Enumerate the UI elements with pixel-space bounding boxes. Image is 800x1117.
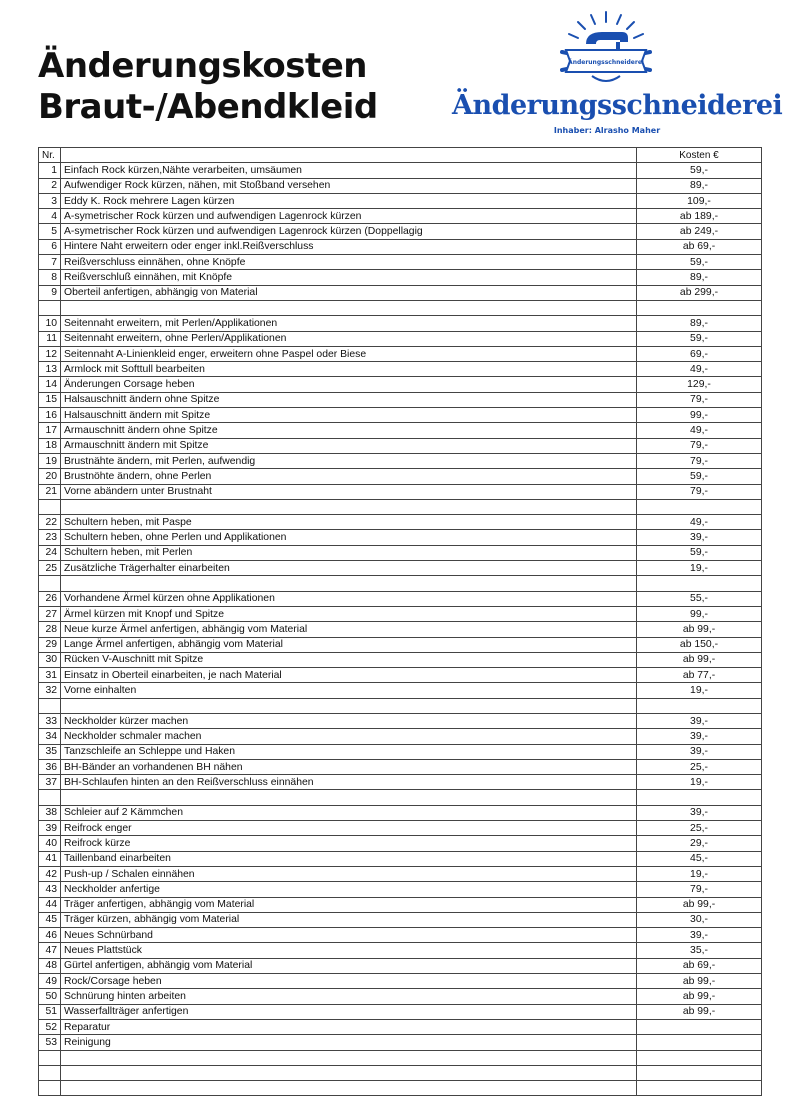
row-description: Schultern heben, mit Paspe bbox=[61, 515, 637, 530]
table-row bbox=[39, 882, 762, 897]
table-row bbox=[39, 255, 762, 270]
row-description: Halsauschnitt ändern ohne Spitze bbox=[61, 392, 637, 407]
row-number: 14 bbox=[39, 377, 61, 392]
table-row bbox=[39, 209, 762, 224]
row-number bbox=[39, 1065, 61, 1080]
row-cost: 19,- bbox=[637, 866, 762, 881]
row-description: Einfach Rock kürzen,Nähte verarbeiten, umsäumen bbox=[61, 163, 637, 178]
row-cost: 79,- bbox=[637, 392, 762, 407]
row-number bbox=[39, 300, 61, 315]
row-cost bbox=[637, 1050, 762, 1065]
row-description: BH-Schlaufen hinten an den Reißverschluss einnähen bbox=[61, 775, 637, 790]
row-description: Reifrock enger bbox=[61, 821, 637, 836]
row-cost: ab 99,- bbox=[637, 897, 762, 912]
row-number: 7 bbox=[39, 255, 61, 270]
row-number: 34 bbox=[39, 729, 61, 744]
table-row bbox=[39, 469, 762, 484]
title-line-1: Änderungskosten bbox=[38, 46, 367, 86]
row-cost: 99,- bbox=[637, 408, 762, 423]
row-cost: ab 99,- bbox=[637, 1004, 762, 1019]
table-row bbox=[39, 224, 762, 239]
row-cost: 59,- bbox=[637, 545, 762, 560]
table-row bbox=[39, 729, 762, 744]
row-number bbox=[39, 790, 61, 805]
row-description bbox=[61, 1050, 637, 1065]
row-description: Oberteil anfertigen, abhängig von Material bbox=[61, 285, 637, 300]
row-description: Seitennaht erweitern, ohne Perlen/Applikationen bbox=[61, 331, 637, 346]
table-row bbox=[39, 561, 762, 576]
header-cost: Kosten € bbox=[637, 148, 762, 163]
row-number: 49 bbox=[39, 974, 61, 989]
row-number: 36 bbox=[39, 759, 61, 774]
row-number: 11 bbox=[39, 331, 61, 346]
row-cost: 39,- bbox=[637, 713, 762, 728]
row-cost: 19,- bbox=[637, 683, 762, 698]
row-cost: 89,- bbox=[637, 316, 762, 331]
row-cost: 79,- bbox=[637, 882, 762, 897]
row-description bbox=[61, 790, 637, 805]
table-row bbox=[39, 683, 762, 698]
row-description: Armlock mit Softtull bearbeiten bbox=[61, 362, 637, 377]
row-number: 21 bbox=[39, 484, 61, 499]
row-cost: ab 249,- bbox=[637, 224, 762, 239]
row-cost: ab 69,- bbox=[637, 239, 762, 254]
row-number: 17 bbox=[39, 423, 61, 438]
table-row bbox=[39, 744, 762, 759]
row-description: Taillenband einarbeiten bbox=[61, 851, 637, 866]
row-number: 2 bbox=[39, 178, 61, 193]
row-number: 8 bbox=[39, 270, 61, 285]
row-cost: ab 99,- bbox=[637, 652, 762, 667]
row-number: 3 bbox=[39, 193, 61, 208]
row-description: Neckholder schmaler machen bbox=[61, 729, 637, 744]
table-row bbox=[39, 576, 762, 591]
row-description: A-symetrischer Rock kürzen und aufwendigen Lagenrock kürzen bbox=[61, 209, 637, 224]
row-description: Tanzschleife an Schleppe und Haken bbox=[61, 744, 637, 759]
row-cost bbox=[637, 576, 762, 591]
row-description: Seitennaht erweitern, mit Perlen/Applikationen bbox=[61, 316, 637, 331]
row-cost: 55,- bbox=[637, 591, 762, 606]
row-description: Schultern heben, ohne Perlen und Applikationen bbox=[61, 530, 637, 545]
row-cost: 69,- bbox=[637, 346, 762, 361]
row-number: 26 bbox=[39, 591, 61, 606]
table-row bbox=[39, 759, 762, 774]
row-description bbox=[61, 1081, 637, 1096]
table-row bbox=[39, 591, 762, 606]
row-cost: 30,- bbox=[637, 912, 762, 927]
row-cost bbox=[637, 1019, 762, 1034]
table-row bbox=[39, 958, 762, 973]
row-description: Schultern heben, mit Perlen bbox=[61, 545, 637, 560]
row-number bbox=[39, 698, 61, 713]
row-cost: ab 299,- bbox=[637, 285, 762, 300]
row-cost bbox=[637, 1081, 762, 1096]
table-row bbox=[39, 698, 762, 713]
row-number: 28 bbox=[39, 622, 61, 637]
row-description: Neues Schnürband bbox=[61, 928, 637, 943]
table-row bbox=[39, 499, 762, 514]
row-number: 16 bbox=[39, 408, 61, 423]
row-cost: 39,- bbox=[637, 805, 762, 820]
table-row bbox=[39, 836, 762, 851]
table-row bbox=[39, 1065, 762, 1080]
table-row bbox=[39, 331, 762, 346]
table-row bbox=[39, 775, 762, 790]
row-description: Schleier auf 2 Kämmchen bbox=[61, 805, 637, 820]
row-description: Neues Plattstück bbox=[61, 943, 637, 958]
row-cost: ab 99,- bbox=[637, 622, 762, 637]
row-cost: ab 77,- bbox=[637, 668, 762, 683]
row-description bbox=[61, 698, 637, 713]
row-description: Aufwendiger Rock kürzen, nähen, mit Stoßband versehen bbox=[61, 178, 637, 193]
row-description bbox=[61, 499, 637, 514]
row-description: Rock/Corsage heben bbox=[61, 974, 637, 989]
table-row bbox=[39, 300, 762, 315]
row-number: 38 bbox=[39, 805, 61, 820]
row-cost bbox=[637, 1065, 762, 1080]
row-cost: 39,- bbox=[637, 530, 762, 545]
row-cost: 25,- bbox=[637, 821, 762, 836]
row-description: Neckholder anfertige bbox=[61, 882, 637, 897]
table-row bbox=[39, 805, 762, 820]
row-cost: 109,- bbox=[637, 193, 762, 208]
row-description: Hintere Naht erweitern oder enger inkl.Reißverschluss bbox=[61, 239, 637, 254]
row-cost: 29,- bbox=[637, 836, 762, 851]
row-cost: 39,- bbox=[637, 729, 762, 744]
price-table bbox=[38, 147, 762, 1096]
row-cost: 25,- bbox=[637, 759, 762, 774]
row-cost: 129,- bbox=[637, 377, 762, 392]
table-row bbox=[39, 545, 762, 560]
table-row bbox=[39, 1019, 762, 1034]
table-row bbox=[39, 163, 762, 178]
row-description: Push-up / Schalen einnähen bbox=[61, 866, 637, 881]
table-row bbox=[39, 316, 762, 331]
row-number: 42 bbox=[39, 866, 61, 881]
table-row bbox=[39, 912, 762, 927]
row-cost: 59,- bbox=[637, 255, 762, 270]
row-number: 39 bbox=[39, 821, 61, 836]
row-cost: ab 189,- bbox=[637, 209, 762, 224]
row-description: Armauschnitt ändern mit Spitze bbox=[61, 438, 637, 453]
table-row bbox=[39, 821, 762, 836]
row-description: Brustnöhte ändern, ohne Perlen bbox=[61, 469, 637, 484]
row-description: Wasserfallträger anfertigen bbox=[61, 1004, 637, 1019]
brand-name: Änderungsschneiderei bbox=[452, 90, 783, 121]
row-cost: 59,- bbox=[637, 469, 762, 484]
row-number: 47 bbox=[39, 943, 61, 958]
table-row bbox=[39, 897, 762, 912]
row-number: 29 bbox=[39, 637, 61, 652]
row-description: Neckholder kürzer machen bbox=[61, 713, 637, 728]
row-cost: 49,- bbox=[637, 423, 762, 438]
row-description: Armauschnitt ändern ohne Spitze bbox=[61, 423, 637, 438]
table-row bbox=[39, 713, 762, 728]
table-row bbox=[39, 1050, 762, 1065]
row-cost: 59,- bbox=[637, 163, 762, 178]
table-row bbox=[39, 928, 762, 943]
row-cost: ab 99,- bbox=[637, 974, 762, 989]
row-description bbox=[61, 1065, 637, 1080]
table-row bbox=[39, 484, 762, 499]
table-row bbox=[39, 270, 762, 285]
row-cost: 35,- bbox=[637, 943, 762, 958]
row-number: 41 bbox=[39, 851, 61, 866]
header-description bbox=[61, 148, 637, 163]
row-number: 10 bbox=[39, 316, 61, 331]
row-cost bbox=[637, 300, 762, 315]
row-description: Eddy K. Rock mehrere Lagen kürzen bbox=[61, 193, 637, 208]
row-description: Ärmel kürzen mit Knopf und Spitze bbox=[61, 606, 637, 621]
table-row bbox=[39, 178, 762, 193]
row-number: 37 bbox=[39, 775, 61, 790]
row-cost: 19,- bbox=[637, 561, 762, 576]
table-row bbox=[39, 622, 762, 637]
row-description: Vorne abändern unter Brustnaht bbox=[61, 484, 637, 499]
row-number bbox=[39, 1050, 61, 1065]
row-number: 52 bbox=[39, 1019, 61, 1034]
table-row bbox=[39, 346, 762, 361]
row-number: 18 bbox=[39, 438, 61, 453]
table-row bbox=[39, 392, 762, 407]
row-description: BH-Bänder an vorhandenen BH nähen bbox=[61, 759, 637, 774]
row-number: 12 bbox=[39, 346, 61, 361]
row-cost bbox=[637, 1035, 762, 1050]
table-row bbox=[39, 1081, 762, 1096]
row-number: 40 bbox=[39, 836, 61, 851]
table-row bbox=[39, 866, 762, 881]
table-row bbox=[39, 377, 762, 392]
row-description: Vorne einhalten bbox=[61, 683, 637, 698]
row-number bbox=[39, 576, 61, 591]
header-nr: Nr. bbox=[39, 148, 61, 163]
row-description: Rücken V-Auschnitt mit Spitze bbox=[61, 652, 637, 667]
row-number: 48 bbox=[39, 958, 61, 973]
banner-text: Änderungsschneiderei bbox=[568, 59, 644, 66]
row-cost: ab 69,- bbox=[637, 958, 762, 973]
row-cost: 49,- bbox=[637, 515, 762, 530]
row-cost: 79,- bbox=[637, 484, 762, 499]
row-description bbox=[61, 576, 637, 591]
table-row bbox=[39, 1035, 762, 1050]
table-row bbox=[39, 193, 762, 208]
row-cost: 99,- bbox=[637, 606, 762, 621]
row-cost: 89,- bbox=[637, 178, 762, 193]
table-row bbox=[39, 362, 762, 377]
row-number: 44 bbox=[39, 897, 61, 912]
row-number: 33 bbox=[39, 713, 61, 728]
row-cost: ab 150,- bbox=[637, 637, 762, 652]
row-description bbox=[61, 300, 637, 315]
row-number: 32 bbox=[39, 683, 61, 698]
row-description: Reifrock kürze bbox=[61, 836, 637, 851]
table-row bbox=[39, 515, 762, 530]
row-number bbox=[39, 499, 61, 514]
row-number: 22 bbox=[39, 515, 61, 530]
row-description: Halsauschnitt ändern mit Spitze bbox=[61, 408, 637, 423]
row-cost bbox=[637, 499, 762, 514]
row-number: 35 bbox=[39, 744, 61, 759]
row-description: A-symetrischer Rock kürzen und aufwendigen Lagenrock kürzen (Doppellagig bbox=[61, 224, 637, 239]
row-number: 9 bbox=[39, 285, 61, 300]
row-number bbox=[39, 1081, 61, 1096]
row-description: Vorhandene Ärmel kürzen ohne Applikationen bbox=[61, 591, 637, 606]
table-row bbox=[39, 453, 762, 468]
row-description: Zusätzliche Trägerhalter einarbeiten bbox=[61, 561, 637, 576]
table-row bbox=[39, 239, 762, 254]
table-row bbox=[39, 790, 762, 805]
row-number: 24 bbox=[39, 545, 61, 560]
row-number: 5 bbox=[39, 224, 61, 239]
page-title bbox=[38, 46, 378, 128]
row-number: 50 bbox=[39, 989, 61, 1004]
row-description: Änderungen Corsage heben bbox=[61, 377, 637, 392]
row-description: Träger anfertigen, abhängig vom Material bbox=[61, 897, 637, 912]
table-row bbox=[39, 851, 762, 866]
owner-line: Inhaber: Alrasho Maher bbox=[553, 126, 661, 135]
sewing-machine-emblem-icon bbox=[556, 10, 656, 88]
table-row bbox=[39, 438, 762, 453]
row-description: Neue kurze Ärmel anfertigen, abhängig vom Material bbox=[61, 622, 637, 637]
title-line-2: Braut-/Abendkleid bbox=[38, 87, 378, 127]
row-description: Reißverschluss einnähen, ohne Knöpfe bbox=[61, 255, 637, 270]
row-cost bbox=[637, 790, 762, 805]
row-number: 6 bbox=[39, 239, 61, 254]
row-number: 43 bbox=[39, 882, 61, 897]
row-number: 51 bbox=[39, 1004, 61, 1019]
row-cost: 39,- bbox=[637, 928, 762, 943]
shop-logo bbox=[452, 10, 783, 140]
row-number: 53 bbox=[39, 1035, 61, 1050]
row-cost bbox=[637, 698, 762, 713]
table-row bbox=[39, 943, 762, 958]
row-description: Gürtel anfertigen, abhängig vom Material bbox=[61, 958, 637, 973]
row-description: Seitennaht A-Linienkleid enger, erweitern ohne Paspel oder Biese bbox=[61, 346, 637, 361]
table-row bbox=[39, 668, 762, 683]
row-number: 25 bbox=[39, 561, 61, 576]
row-number: 1 bbox=[39, 163, 61, 178]
table-row bbox=[39, 606, 762, 621]
row-number: 20 bbox=[39, 469, 61, 484]
row-description: Einsatz in Oberteil einarbeiten, je nach Material bbox=[61, 668, 637, 683]
row-description: Träger kürzen, abhängig vom Material bbox=[61, 912, 637, 927]
row-cost: ab 99,- bbox=[637, 989, 762, 1004]
row-cost: 89,- bbox=[637, 270, 762, 285]
row-cost: 79,- bbox=[637, 438, 762, 453]
table-row bbox=[39, 652, 762, 667]
row-number: 46 bbox=[39, 928, 61, 943]
row-cost: 19,- bbox=[637, 775, 762, 790]
row-description: Reißverschluß einnähen, mit Knöpfe bbox=[61, 270, 637, 285]
table-row bbox=[39, 637, 762, 652]
row-number: 4 bbox=[39, 209, 61, 224]
table-row bbox=[39, 974, 762, 989]
table-row bbox=[39, 285, 762, 300]
table-header-row bbox=[39, 148, 762, 163]
row-cost: 59,- bbox=[637, 331, 762, 346]
row-number: 30 bbox=[39, 652, 61, 667]
table-row bbox=[39, 1004, 762, 1019]
row-number: 13 bbox=[39, 362, 61, 377]
table-row bbox=[39, 408, 762, 423]
row-number: 27 bbox=[39, 606, 61, 621]
row-description: Schnürung hinten arbeiten bbox=[61, 989, 637, 1004]
row-number: 15 bbox=[39, 392, 61, 407]
row-description: Lange Ärmel anfertigen, abhängig vom Material bbox=[61, 637, 637, 652]
row-cost: 45,- bbox=[637, 851, 762, 866]
row-description: Reparatur bbox=[61, 1019, 637, 1034]
row-cost: 79,- bbox=[637, 453, 762, 468]
row-number: 19 bbox=[39, 453, 61, 468]
row-description: Brustnähte ändern, mit Perlen, aufwendig bbox=[61, 453, 637, 468]
row-cost: 39,- bbox=[637, 744, 762, 759]
row-description: Reinigung bbox=[61, 1035, 637, 1050]
table-row bbox=[39, 530, 762, 545]
row-cost: 49,- bbox=[637, 362, 762, 377]
row-number: 31 bbox=[39, 668, 61, 683]
table-row bbox=[39, 423, 762, 438]
table-row bbox=[39, 989, 762, 1004]
row-number: 45 bbox=[39, 912, 61, 927]
row-number: 23 bbox=[39, 530, 61, 545]
